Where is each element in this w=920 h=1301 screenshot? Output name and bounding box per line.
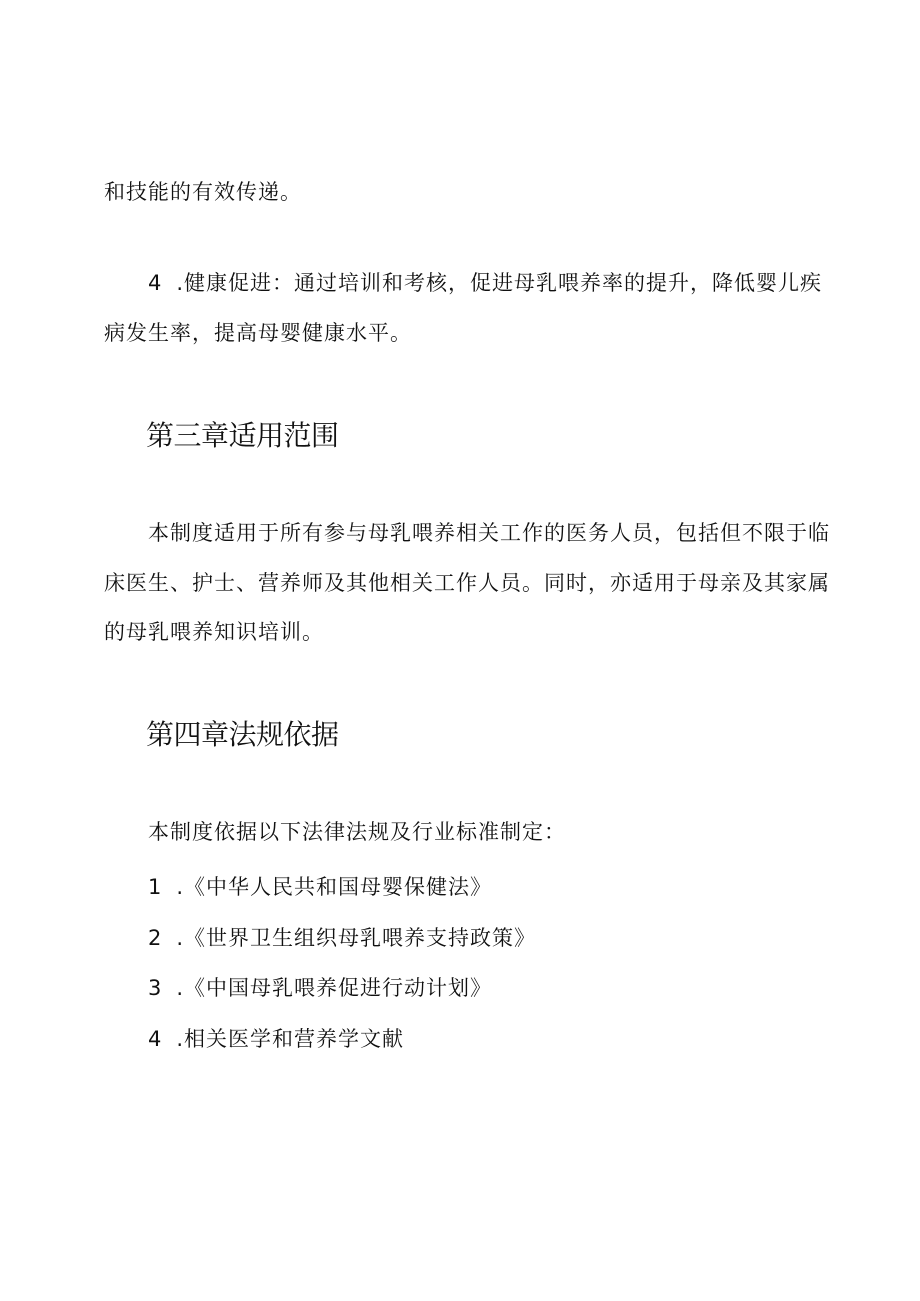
chapter-3-para-line-2: 床医生、护士、营养师及其他相关工作人员。同时，亦适用于母亲及其家属 <box>104 571 830 595</box>
law-item-3-text: .《中国母乳喂养促进行动计划》 <box>176 976 493 1000</box>
goal-item-4-line-1 <box>148 268 822 298</box>
law-list-item-1 <box>148 872 492 902</box>
goal-item-4-text-cont: 病发生率，提高母婴健康水平。 <box>104 321 412 345</box>
chapter-3-para-line-1: 本制度适用于所有参与母乳喂养相关工作的医务人员，包括但不限于临 <box>148 521 830 545</box>
goal-item-4-number: 4 <box>148 271 163 295</box>
goal-item-4-line-2 <box>104 318 412 348</box>
law-list-item-4 <box>148 1024 404 1054</box>
goal-item-4-text: .健康促进：通过培训和考核，促进母乳喂养率的提升，降低婴儿疾 <box>176 271 823 295</box>
law-item-4-number: 4 <box>148 1027 163 1051</box>
law-list-item-3 <box>148 973 492 1003</box>
paragraph-continuation <box>104 177 302 207</box>
chapter-4-title: 第四章法规依据 <box>146 718 339 751</box>
chapter-4-intro: 本制度依据以下法律法规及行业标准制定： <box>148 820 566 844</box>
law-item-2-text: .《世界卫生组织母乳喂养支持政策》 <box>176 926 537 950</box>
law-item-2-number: 2 <box>148 926 163 950</box>
law-list-item-2 <box>148 923 536 953</box>
continuation-text: 和技能的有效传递。 <box>104 180 302 204</box>
chapter-3-title: 第三章适用范围 <box>146 419 339 452</box>
law-item-3-number: 3 <box>148 976 163 1000</box>
law-item-1-number: 1 <box>148 875 163 899</box>
law-item-1-text: .《中华人民共和国母婴保健法》 <box>176 875 493 899</box>
chapter-3-para-line-3: 的母乳喂养知识培训。 <box>104 620 324 644</box>
law-item-4-text: .相关医学和营养学文献 <box>176 1027 405 1051</box>
